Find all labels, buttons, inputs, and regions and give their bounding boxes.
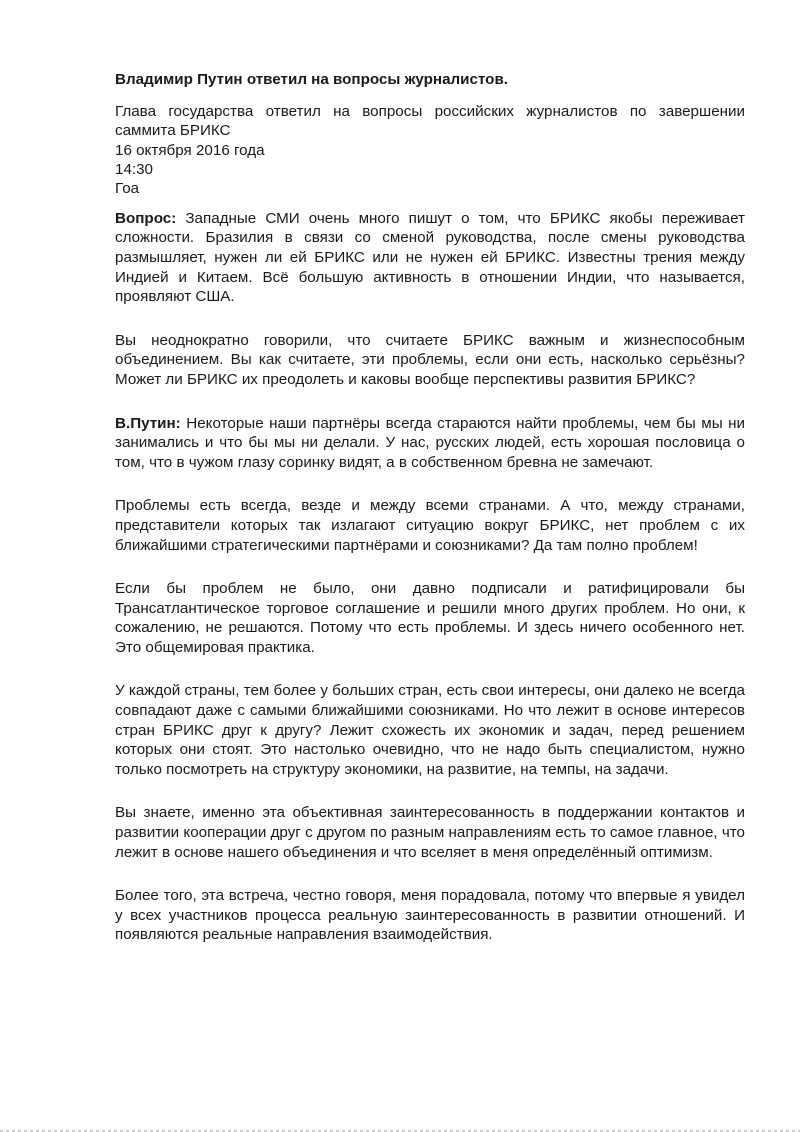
question-paragraph-1 (115, 209, 745, 307)
document-place: Гоа (115, 179, 140, 197)
document-date: 16 октября 2016 года (115, 141, 265, 159)
answer-text-1: Некоторые наши партнёры всегда стараются найти проблемы, чем бы мы ни занимались и что бы мы ни делали. У нас, русских людей, есть хорошая пословица о том, что в чужом глазу соринку видят, а в собственном бревна не замечают. (115, 414, 745, 471)
document-title: Владимир Путин ответил на вопросы журналистов. (115, 71, 509, 88)
answer-paragraph-6: Более того, эта встреча, честно говоря, меня порадовала, потому что впервые я увидел у всех участников процесса реальную заинтересованность в развитии отношений. И появляются реальные направления взаимодействия. (115, 887, 745, 944)
answer-speaker: В.Путин: (115, 414, 181, 432)
document-time: 14:30 (115, 160, 154, 178)
document-meta (115, 141, 745, 198)
question-text-1: Западные СМИ очень много пишут о том, что БРИКС якобы переживает сложности. Бразилия в связи со сменой руководства, после смены руководства размышляет, нужен ли ей БРИКС или не нужен ей БРИКС. Известны трения между Индией и Китаем. Всё большую активность в отношении Индии, что называется, проявляют США. (115, 209, 745, 306)
answer-paragraph-4: У каждой страны, тем более у больших стран, есть свои интересы, они далеко не всегда совпадают даже с самыми ближайшими союзниками. Но что лежит в основе интересов стран БРИКС друг к другу? Лежит схожесть их экономик и задач, перед решением которых они стоят. Это настолько очевидно, что не надо быть специалистом, нужно только посмотреть на структуру экономики, на развитие, на темпы, на задачи. (115, 682, 745, 778)
document-page (115, 70, 745, 945)
answer-paragraph-1 (115, 414, 745, 473)
question-paragraph-2: Вы неоднократно говорили, что считаете БРИКС важным и жизнеспособным объединением. Вы как считаете, эти проблемы, если они есть, насколько серьёзны? Может ли БРИКС их преодолеть и каковы вообще перспективы развития БРИКС? (115, 331, 745, 388)
answer-paragraph-3: Если бы проблем не было, они давно подписали и ратифицировали бы Трансатлантическое торговое соглашение и решили много других проблем. Но они, к сожалению, не решаются. Потому что есть проблемы. И здесь ничего особенного нет. Это общемировая практика. (115, 580, 745, 656)
document-subtitle: Глава государства ответил на вопросы российских журналистов по завершении саммита БРИКС (115, 102, 745, 140)
answer-paragraph-2: Проблемы есть всегда, везде и между всеми странами. А что, между странами, представители которых так излагают ситуацию вокруг БРИКС, нет проблем с их ближайшими стратегическими партнёрами и союзниками? Да там полно проблем! (115, 497, 745, 554)
question-speaker: Вопрос: (115, 209, 177, 227)
answer-paragraph-5: Вы знаете, именно эта объективная заинтересованность в поддержании контактов и развитии кооперации друг с другом по разным направлениям есть то самое главное, что лежит в основе нашего объединения и что вселяет в меня определённый оптимизм. (115, 804, 745, 861)
